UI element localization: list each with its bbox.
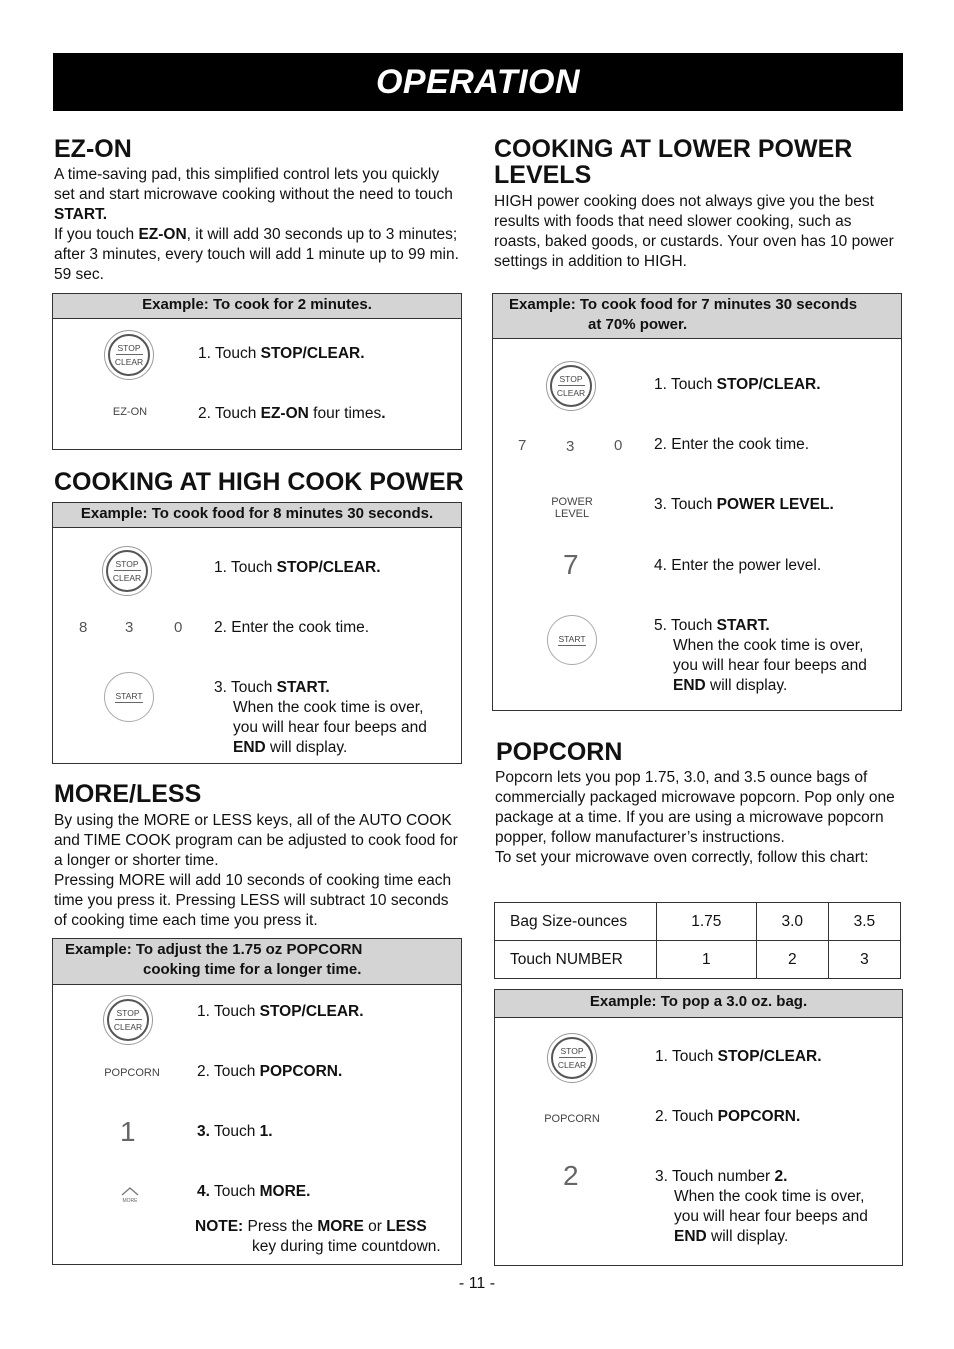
step-text-bold: 2. xyxy=(774,1168,788,1185)
step-text-bold: END xyxy=(674,1228,707,1245)
step-text-bold: STOP/CLEAR. xyxy=(717,1048,822,1065)
title-line: LEVELS xyxy=(494,161,592,189)
ez-on-text: , it will add 30 seconds up to 3 minutes; after 3 minutes, every touch will add 1 minute up to 99 min. 59 sec. xyxy=(54,226,459,283)
step-text-bold: STOP/CLEAR. xyxy=(260,345,365,362)
step-text: 1. Touch xyxy=(198,345,261,362)
stop-label: STOP xyxy=(116,1008,140,1018)
more-less-step-4 xyxy=(197,1182,310,1202)
more-less-note xyxy=(195,1217,441,1257)
stop-clear-key-icon xyxy=(103,995,153,1045)
digit-1-key-icon: 1 xyxy=(120,1116,136,1147)
stop-clear-key-icon xyxy=(546,361,596,411)
more-less-example-head xyxy=(53,939,461,985)
table-cell: 3.0 xyxy=(756,903,828,941)
high-power-step-3 xyxy=(214,678,427,758)
high-power-step-2: 2. Enter the cook time. xyxy=(214,619,370,636)
step-text: will display. xyxy=(705,677,788,694)
ez-on-key-icon: EZ-ON xyxy=(112,406,148,418)
lower-power-step-3 xyxy=(654,495,834,515)
note-bold: LESS xyxy=(386,1218,427,1235)
lower-power-step-4: 4. Enter the power level. xyxy=(654,557,822,574)
example-head-line: Example: To adjust the 1.75 oz POPCORN xyxy=(65,941,363,958)
high-power-title: COOKING AT HIGH COOK POWER xyxy=(54,468,464,496)
note-text: key during time countdown. xyxy=(252,1238,441,1255)
table-cell: Touch NUMBER xyxy=(495,941,657,979)
clear-label: CLEAR xyxy=(556,388,586,398)
title-line: COOKING AT LOWER POWER xyxy=(494,135,853,163)
popcorn-step-3 xyxy=(655,1167,868,1247)
popcorn-key-icon: POPCORN xyxy=(544,1113,600,1125)
example-head-line: Example: To cook food for 7 minutes 30 seconds xyxy=(509,296,858,313)
step-text: you will hear four beeps and xyxy=(673,657,867,674)
digit-key-icon: 0 xyxy=(174,619,183,636)
step-text-bold: 1. xyxy=(259,1123,273,1140)
step-text: Touch xyxy=(209,1123,260,1140)
lower-power-step-2: 2. Enter the cook time. xyxy=(654,436,810,453)
step-text: When the cook time is over, xyxy=(233,699,424,716)
step-text: When the cook time is over, xyxy=(674,1188,865,1205)
more-less-step-1 xyxy=(197,1002,364,1022)
step-text-bold: . xyxy=(381,405,386,422)
digit-7-key-icon: 7 xyxy=(563,549,579,580)
step-text: 2. Touch xyxy=(655,1108,718,1125)
step-text-bold: END xyxy=(673,677,706,694)
start-key-icon xyxy=(547,615,597,665)
clear-label: CLEAR xyxy=(557,1060,587,1070)
popcorn-step-1 xyxy=(655,1047,822,1067)
key-label-line: POWER xyxy=(551,496,593,508)
more-less-example-box xyxy=(52,938,462,1265)
page-banner-title: OPERATION xyxy=(53,53,903,111)
step-text: 1. Touch xyxy=(654,376,717,393)
step-text: 3. Touch number xyxy=(655,1168,775,1185)
table-cell: 3.5 xyxy=(828,903,900,941)
step-text: will display. xyxy=(265,739,348,756)
ez-on-text: A time-saving pad, this simplified control lets you quickly set and start microwave cooking without the need to touch xyxy=(54,166,453,203)
digit-key-icon: 3 xyxy=(125,619,134,636)
popcorn-chart-table xyxy=(494,902,901,979)
step-text: will display. xyxy=(706,1228,789,1245)
step-text: 5. Touch xyxy=(654,617,717,634)
high-power-step-1 xyxy=(214,558,381,578)
ez-on-paragraph-2 xyxy=(54,225,464,285)
power-level-key-icon xyxy=(540,496,604,520)
more-less-step-2 xyxy=(197,1062,342,1082)
page-number: - 11 - xyxy=(458,1275,496,1292)
popcorn-paragraph-1: Popcorn lets you pop 1.75, 3.0, and 3.5 ounce bags of commercially packaged microwave popcorn. Pop only one package at a time. If you are using a microwave popcorn popper, follow manufacturer’s instructions. xyxy=(495,769,895,846)
note-text: Press the xyxy=(243,1218,318,1235)
note-text: or xyxy=(363,1218,387,1235)
table-cell: 1.75 xyxy=(657,903,757,941)
lower-power-step-5 xyxy=(654,616,867,696)
more-less-step-3 xyxy=(197,1122,273,1142)
digit-key-icon: 8 xyxy=(79,619,88,636)
step-text: you will hear four beeps and xyxy=(233,719,427,736)
stop-label: STOP xyxy=(560,1046,584,1056)
table-cell: 3 xyxy=(828,941,900,979)
lower-power-example-head xyxy=(493,294,901,339)
popcorn-step-2 xyxy=(655,1107,800,1127)
table-cell: 2 xyxy=(756,941,828,979)
more-key-label: MORE xyxy=(122,1198,138,1204)
digit-2-key-icon: 2 xyxy=(563,1160,579,1191)
step-text: 1. Touch xyxy=(197,1003,260,1020)
step-text: Touch xyxy=(209,1183,260,1200)
step-text-bold: STOP/CLEAR. xyxy=(276,559,381,576)
more-less-paragraph-1: By using the MORE or LESS keys, all of the AUTO COOK and TIME COOK program can be adjusted to cook food for a longer or shorter time. xyxy=(54,812,458,869)
table-cell: Bag Size-ounces xyxy=(495,903,657,941)
lower-power-step-1 xyxy=(654,375,821,395)
step-text-bold: STOP/CLEAR. xyxy=(259,1003,364,1020)
stop-clear-key-icon xyxy=(547,1033,597,1083)
clear-label: CLEAR xyxy=(113,1022,143,1032)
digit-key-icon: 3 xyxy=(566,438,575,455)
step-text-bold: 3. xyxy=(197,1123,210,1140)
step-text-bold: END xyxy=(233,739,266,756)
stop-clear-key-icon xyxy=(104,330,154,380)
lower-power-title xyxy=(494,136,852,188)
more-less-title: MORE/LESS xyxy=(54,780,202,808)
example-head-line: cooking time for a longer time. xyxy=(143,961,362,978)
ez-on-paragraph-1 xyxy=(54,165,464,225)
note-bold: MORE xyxy=(317,1218,364,1235)
step-text-bold: POPCORN. xyxy=(259,1063,343,1080)
high-power-example-head: Example: To cook food for 8 minutes 30 seconds. xyxy=(53,503,461,528)
step-text: 1. Touch xyxy=(214,559,277,576)
stop-label: STOP xyxy=(559,374,583,384)
table-row xyxy=(495,903,901,941)
table-cell: 1 xyxy=(657,941,757,979)
start-label: START xyxy=(558,634,586,644)
clear-label: CLEAR xyxy=(114,357,144,367)
step-text-bold: POWER LEVEL. xyxy=(716,496,834,513)
step-text-bold: STOP/CLEAR. xyxy=(716,376,821,393)
popcorn-example-head: Example: To pop a 3.0 oz. bag. xyxy=(495,990,902,1018)
step-text-bold: 4. xyxy=(197,1183,210,1200)
digit-key-icon: 0 xyxy=(614,437,623,454)
start-key-icon xyxy=(104,672,154,722)
digit-key-icon: 7 xyxy=(518,437,527,454)
ez-on-example-head: Example: To cook for 2 minutes. xyxy=(53,294,461,319)
popcorn-title: POPCORN xyxy=(496,738,623,766)
note-bold: NOTE: xyxy=(195,1218,244,1235)
step-text-bold: START. xyxy=(276,679,330,696)
clear-label: CLEAR xyxy=(112,573,142,583)
popcorn-key-icon: POPCORN xyxy=(104,1067,160,1079)
step-text: 3. Touch xyxy=(654,496,717,513)
ez-on-text-bold: EZ-ON xyxy=(138,226,187,243)
example-head-line: at 70% power. xyxy=(588,316,688,333)
step-text: 2. Touch xyxy=(198,405,261,422)
stop-label: STOP xyxy=(115,559,139,569)
stop-label: STOP xyxy=(117,343,141,353)
more-less-paragraph-2: Pressing MORE will add 10 seconds of cooking time each time you press it. Pressing LESS will subtract 10 seconds of cooking time each time you press it. xyxy=(54,872,452,929)
step-text: 1. Touch xyxy=(655,1048,718,1065)
step-text: 2. Touch xyxy=(197,1063,260,1080)
ez-on-text: If you touch xyxy=(54,226,139,243)
more-key-icon xyxy=(118,1185,142,1205)
step-text-bold: START. xyxy=(716,617,770,634)
ez-on-title: EZ-ON xyxy=(54,135,132,163)
table-row xyxy=(495,941,901,979)
ez-on-step-1 xyxy=(198,344,365,364)
step-text: four times xyxy=(308,405,382,422)
step-text: you will hear four beeps and xyxy=(674,1208,868,1225)
start-label: START xyxy=(115,691,143,701)
popcorn-paragraph-2: To set your microwave oven correctly, follow this chart: xyxy=(495,849,869,866)
key-label-line: LEVEL xyxy=(554,508,590,520)
stop-clear-key-icon xyxy=(102,546,152,596)
step-text: When the cook time is over, xyxy=(673,637,864,654)
ez-on-step-2 xyxy=(198,404,386,424)
step-text-bold: POPCORN. xyxy=(717,1108,801,1125)
step-text-bold: MORE. xyxy=(259,1183,311,1200)
ez-on-text-bold: START. xyxy=(54,206,108,223)
step-text: 3. Touch xyxy=(214,679,277,696)
step-text-bold: EZ-ON xyxy=(260,405,309,422)
lower-power-paragraph: HIGH power cooking does not always give you the best results with foods that need slower cooking, such as roasts, baked goods, or custards. Your oven has 10 power settings in addition to HIGH. xyxy=(494,193,894,270)
